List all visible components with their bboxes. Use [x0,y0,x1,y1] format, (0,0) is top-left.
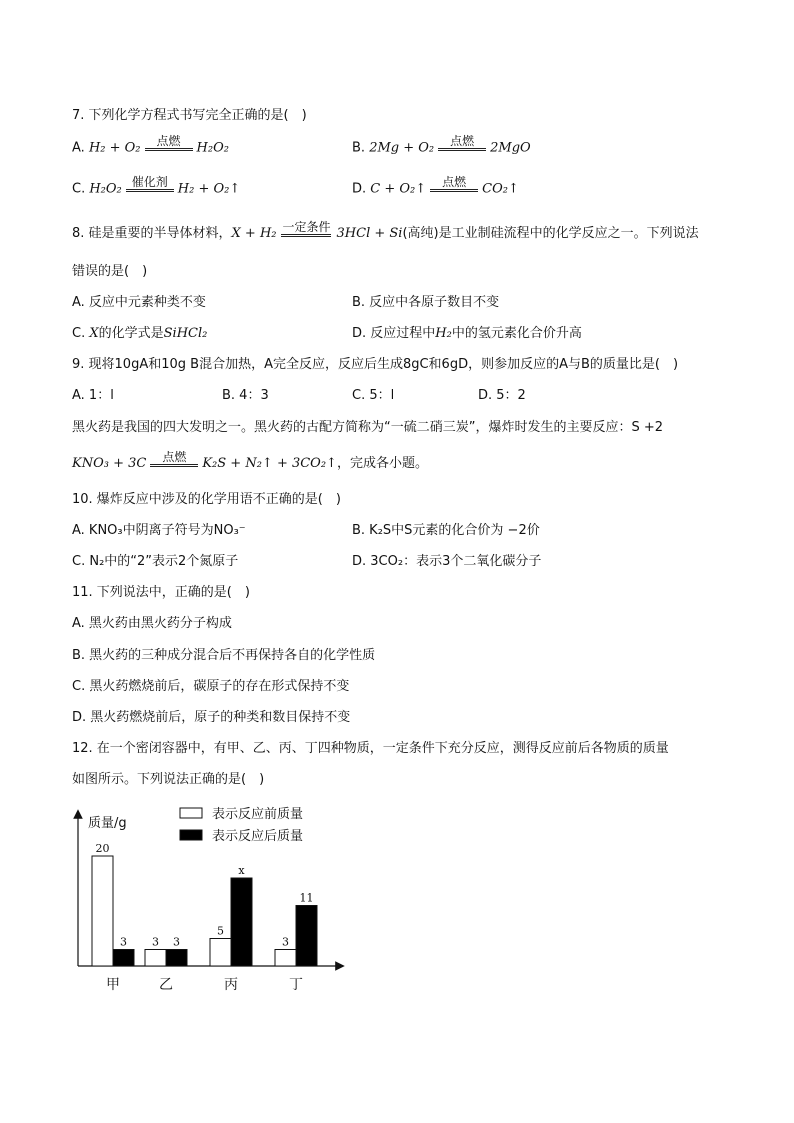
bar-value-label-after-0: 3 [120,935,127,949]
bar-group [92,842,317,966]
bar-value-label-before-0: 20 [95,842,110,855]
q7-c-lhs: H₂O₂ [89,181,122,197]
q7-c-condition [126,176,174,192]
q12-stem-line2: 如图所示。下列说法正确的是( ) [72,772,265,787]
q9-option-d[interactable]: D. 5：2 [478,388,526,403]
q11-option-b[interactable]: B. 黑火药的三种成分混合后不再保持各自的化学性质 [72,648,376,663]
q8-c-b: 的化学式是 [98,326,164,341]
bar-before-3 [275,950,296,967]
q11-option-a[interactable]: A. 黑火药由黑火药分子构成 [72,616,232,631]
q7-a-rhs: H₂O₂ [196,140,229,156]
bar-after-1 [166,950,187,967]
q8-option-d[interactable] [352,322,582,341]
bar-value-label-before-2: 5 [217,924,224,938]
bar-value-label-after-2: x [238,864,245,877]
q11-stem: 11. 下列说法中，正确的是( ) [72,585,250,600]
q8-option-a[interactable]: A. 反应中元素种类不变 [72,295,206,310]
legend-label-1: 表示反应后质量 [212,829,304,844]
q8-stem-lhs: X + H₂ [231,226,277,241]
bar-value-label-after-1: 3 [173,935,180,949]
q7-a-lhs: H₂ + O₂ [88,140,141,156]
legend-swatch-0 [180,808,202,818]
q8-stem-line1 [72,219,699,242]
bar-after-2 [231,878,252,966]
q8-option-b[interactable]: B. 反应中各原子数目不变 [352,295,500,310]
q10-option-b[interactable]: B. K₂S中S元素的化合价为 −2价 [352,523,540,538]
q10-option-a[interactable]: A. KNO₃中阴离子符号为NO₃⁻ [72,523,246,538]
q9-option-c[interactable]: C. 5：l [352,388,395,403]
y-axis-label: 质量/g [88,816,127,831]
q8-stem-b: (高纯)是工业制硅流程中的化学反应之一。下列说法 [402,226,699,241]
q8-option-c[interactable] [72,322,207,341]
x-tick-label-1: 乙 [159,977,173,993]
q10-stem: 10. 爆炸反应中涉及的化学用语不正确的是( ) [72,492,341,507]
q8-d-b: 中的氢元素化合价升高 [451,326,582,341]
bar-after-0 [113,950,134,967]
q7-a-label: A. [72,140,89,156]
q7-option-a[interactable] [72,134,229,156]
q11-option-c[interactable]: C. 黑火药燃烧前后，碳原子的存在形式保持不变 [72,679,350,694]
intro-lhs: KNO₃ + 3C [72,456,147,471]
q8-stem-c: 错误的是( ) [72,264,148,279]
q8-condition-label: 一定条件 [282,219,331,234]
x-tick-label-0: 甲 [106,977,120,993]
intro-line1: 黑火药是我国的四大发明之一。黑火药的古配方简称为“一硫二硝三炭”，爆炸时发生的主要反应：S +2 [72,420,664,435]
legend-label-0: 表示反应前质量 [212,807,304,822]
q9-stem: 9. 现将10gA和10g B混合加热，A完全反应，反应后生成8gC和6gD，则参加反应的A与B的质量比是( ) [72,357,679,372]
q10-option-d[interactable]: D. 3CO₂：表示3个二氧化碳分子 [352,554,542,569]
q8-d-m: H₂ [435,326,452,341]
q7-b-label: B. [352,140,370,156]
x-tick-label-3: 丁 [289,977,303,993]
intro-tail: ，完成各小题。 [336,456,428,471]
q7-a-condition [145,135,193,151]
legend-swatch-1 [180,830,202,840]
q7-c-condition-label: 催化剂 [131,175,168,189]
intro-condition-label: 点燃 [162,449,187,464]
chart-legend [180,806,303,844]
q7-option-d[interactable] [352,175,519,197]
q7-b-condition [438,135,486,151]
bar-before-0 [92,856,113,966]
x-tick-label-2: 丙 [224,977,238,993]
q8-d-a: D. 反应过程中 [352,326,436,341]
q11-option-d[interactable]: D. 黑火药燃烧前后，原子的种类和数目保持不变 [72,710,351,725]
q7-a-condition-label: 点燃 [156,134,181,148]
bar-before-2 [210,939,231,967]
q12-stem-line1: 12. 在一个密闭容器中，有甲、乙、丙、丁四种物质，一定条件下充分反应，测得反应前后各物质的质量 [72,741,669,756]
mass-bar-chart [70,806,360,996]
bar-value-label-before-1: 3 [152,935,159,949]
bar-value-label-after-3: 11 [299,891,314,905]
q7-d-condition-label: 点燃 [442,175,467,189]
q7-stem: 7. 下列化学方程式书写完全正确的是( ) [72,108,307,123]
q9-option-b[interactable]: B. 4：3 [222,388,269,403]
intro-rhs: K₂S + N₂↑ + 3CO₂↑ [202,456,337,471]
q7-d-condition [430,176,478,192]
q7-b-condition-label: 点燃 [450,134,475,148]
q8-c-a: C. [72,326,90,341]
q7-d-lhs: C + O₂↑ [370,181,427,197]
intro-line2 [72,449,428,472]
q8-c-m: X [89,326,99,341]
bar-before-1 [145,950,166,967]
q10-option-c[interactable]: C. N₂中的“2”表示2个氮原子 [72,554,239,569]
q8-c-c: SiHCl₂ [163,326,208,341]
q7-d-rhs: CO₂↑ [482,181,519,197]
q7-c-label: C. [72,181,90,197]
q7-b-lhs: 2Mg + O₂ [369,140,435,156]
q8-condition [281,221,333,237]
bar-value-label-before-3: 3 [282,935,289,949]
q7-option-b[interactable] [352,134,531,156]
q8-stem-a: 8. 硅是重要的半导体材料， [72,226,232,241]
intro-condition [150,451,198,467]
q7-d-label: D. [352,181,371,197]
q8-stem-rhs: 3HCl + Si [336,226,403,241]
q7-b-rhs: 2MgO [490,140,531,156]
q9-option-a[interactable]: A. 1：l [72,388,114,403]
q7-c-rhs: H₂ + O₂↑ [177,181,241,197]
x-tick-labels [106,977,303,993]
q7-option-c[interactable] [72,175,241,197]
bar-after-3 [296,906,317,967]
